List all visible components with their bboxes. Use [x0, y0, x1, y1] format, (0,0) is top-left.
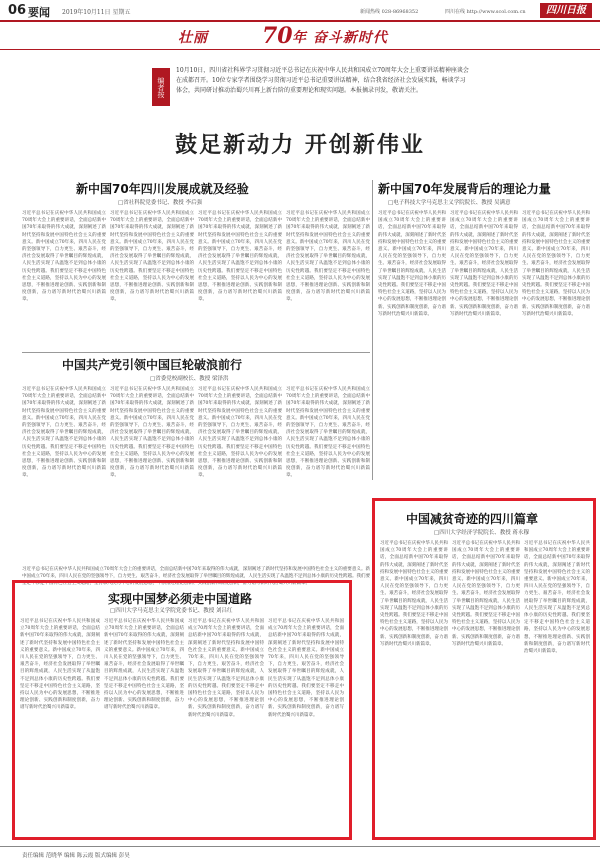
article-5-title: 实现中国梦必须走中国道路: [108, 592, 253, 606]
article-3-body-tail: 习近平总书记在庆祝中华人民共和国成立70周年大会上的重要讲话，全面总结新中国70年来取得的伟大成就，深刻阐述了新时代坚持和发展中国特色社会主义的重要意义。新中国成立70年来，四川人民在党的坚强领导下，自力更生、艰苦奋斗，经济社会发展取得了举世瞩目的辉煌成就，人民生活实现了从温饱不足到总体小康的历史性跨越。我们要坚定不移走中国特色社会主义道路，坚持以人民为中心的发展思想，不断推进理论创新、实践创新和制度创新，奋力谱写新时代治蜀兴川新篇章。: [22, 567, 370, 587]
article-4-body-col2: 习近平总书记在庆祝中华人民共和国成立70周年大会上的重要讲话，全面总结新中国70年来取得的伟大成就，深刻阐述了新时代坚持和发展中国特色社会主义的重要意义。新中国成立70年来，四川人民在党的坚强领导下，自力更生、艰苦奋斗，经济社会发展取得了举世瞩目的辉煌成就，人民生活实现了从温饱不足到总体小康的历史性跨越。我们要坚定不移走中国特色社会主义道路，坚持以人民为中心的发展思想，不断推进理论创新、实践创新和制度创新，奋力谱写新时代治蜀兴川新篇章。: [452, 541, 520, 647]
main-title: 鼓足新动力 开创新伟业: [175, 133, 425, 158]
column-divider: [372, 180, 373, 480]
article-5-body-col2: 习近平总书记在庆祝中华人民共和国成立70周年大会上的重要讲话，全面总结新中国70年来取得的伟大成就，深刻阐述了新时代坚持和发展中国特色社会主义的重要意义。新中国成立70年来，四川人民在党的坚强领导下，自力更生、艰苦奋斗，经济社会发展取得了举世瞩目的辉煌成就，人民生活实现了从温饱不足到总体小康的历史性跨越。我们要坚定不移走中国特色社会主义道路，坚持以人民为中心的发展思想，不断推进理论创新、实践创新和制度创新，奋力谱写新时代治蜀兴川新篇章。: [104, 619, 184, 711]
article-2-body-col1: 习近平总书记在庆祝中华人民共和国成立70周年大会上的重要讲话，全面总结新中国70年来取得的伟大成就，深刻阐述了新时代坚持和发展中国特色社会主义的重要意义。新中国成立70年来，四川人民在党的坚强领导下，自力更生、艰苦奋斗，经济社会发展取得了举世瞩目的辉煌成就，人民生活实现了从温饱不足到总体小康的历史性跨越。我们要坚定不移走中国特色社会主义道路，坚持以人民为中心的发展思想，不断推进理论创新、实践创新和制度创新，奋力谱写新时代治蜀兴川新篇章。: [378, 211, 446, 317]
footer-credits: 责任编辑 范晓华 编辑 陈云霞 版式编辑 彭昊: [22, 853, 130, 859]
news-hotline: 新闻热线 028-86968352: [360, 9, 419, 15]
article-5-body-col1: 习近平总书记在庆祝中华人民共和国成立70周年大会上的重要讲话，全面总结新中国70年来取得的伟大成就，深刻阐述了新时代坚持和发展中国特色社会主义的重要意义。新中国成立70年来，四川人民在党的坚强领导下，自力更生、艰苦奋斗，经济社会发展取得了举世瞩目的辉煌成就，人民生活实现了从温饱不足到总体小康的历史性跨越。我们要坚定不移走中国特色社会主义道路，坚持以人民为中心的发展思想，不断推进理论创新、实践创新和制度创新，奋力谱写新时代治蜀兴川新篇章。: [20, 619, 100, 711]
masthead-logo: 四川日报: [540, 3, 592, 18]
article-4-title: 中国减贫奇迹的四川篇章: [406, 512, 539, 526]
divider-rule: [22, 352, 370, 353]
article-1-title: 新中国70年四川发展成就及经验: [76, 182, 249, 196]
article-2-title: 新中国70年发展背后的理论力量: [378, 182, 551, 196]
banner-70: 70: [262, 23, 293, 49]
article-3-byline: □省委党校副校长、教授 梁泽洪: [150, 376, 229, 382]
banner-right: 年 奋斗新时代: [292, 30, 388, 46]
article-2-body-col2: 习近平总书记在庆祝中华人民共和国成立70周年大会上的重要讲话，全面总结新中国70年来取得的伟大成就，深刻阐述了新时代坚持和发展中国特色社会主义的重要意义。新中国成立70年来，四川人民在党的坚强领导下，自力更生、艰苦奋斗，经济社会发展取得了举世瞩目的辉煌成就，人民生活实现了从温饱不足到总体小康的历史性跨越。我们要坚定不移走中国特色社会主义道路，坚持以人民为中心的发展思想，不断推进理论创新、实践创新和制度创新，奋力谱写新时代治蜀兴川新篇章。: [450, 211, 518, 317]
article-3-body-col3: 习近平总书记在庆祝中华人民共和国成立70周年大会上的重要讲话，全面总结新中国70年来取得的伟大成就，深刻阐述了新时代坚持和发展中国特色社会主义的重要意义。新中国成立70年来，四川人民在党的坚强领导下，自力更生、艰苦奋斗，经济社会发展取得了举世瞩目的辉煌成就，人民生活实现了从温饱不足到总体小康的历史性跨越。我们要坚定不移走中国特色社会主义道路，坚持以人民为中心的发展思想，不断推进理论创新、实践创新和制度创新，奋力谱写新时代治蜀兴川新篇章。: [198, 387, 282, 479]
article-1-body-col2: 习近平总书记在庆祝中华人民共和国成立70周年大会上的重要讲话，全面总结新中国70年来取得的伟大成就，深刻阐述了新时代坚持和发展中国特色社会主义的重要意义。新中国成立70年来，四川人民在党的坚强领导下，自力更生、艰苦奋斗，经济社会发展取得了举世瞩目的辉煌成就，人民生活实现了从温饱不足到总体小康的历史性跨越。我们要坚定不移走中国特色社会主义道路，坚持以人民为中心的发展思想，不断推进理论创新、实践创新和制度创新，奋力谱写新时代治蜀兴川新篇章。: [110, 211, 194, 303]
article-3-title: 中国共产党引领中国巨轮破浪前行: [62, 358, 243, 372]
article-4-byline: □四川大学经济学院院长、教授 蒋永穆: [434, 530, 529, 536]
issue-date: 2019年10月11日 星期五: [62, 9, 131, 16]
editor-note-text: 10月10日，四川省社科界学习贯彻习近平总书记在庆祝中华人民共和国成立70周年大会上重要讲话精神座谈会在成都召开。10位专家学者围绕学习贯彻习近平总书记重要讲话精神，结合我省经济社会发展实践，畅谈学习体会，共同研讨推动治蜀兴川再上新台阶的重要理论和现实问题。本报摘录刊发，敬请关注。: [176, 67, 469, 94]
article-5-byline: □四川大学马克思主义学院党委书记、教授 刘吕红: [110, 608, 233, 614]
article-3-body-col4: 习近平总书记在庆祝中华人民共和国成立70周年大会上的重要讲话，全面总结新中国70年来取得的伟大成就，深刻阐述了新时代坚持和发展中国特色社会主义的重要意义。新中国成立70年来，四川人民在党的坚强领导下，自力更生、艰苦奋斗，经济社会发展取得了举世瞩目的辉煌成就，人民生活实现了从温饱不足到总体小康的历史性跨越。我们要坚定不移走中国特色社会主义道路，坚持以人民为中心的发展思想，不断推进理论创新、实践创新和制度创新，奋力谱写新时代治蜀兴川新篇章。: [286, 387, 370, 479]
article-1-body-col1: 习近平总书记在庆祝中华人民共和国成立70周年大会上的重要讲话，全面总结新中国70年来取得的伟大成就，深刻阐述了新时代坚持和发展中国特色社会主义的重要意义。新中国成立70年来，四川人民在党的坚强领导下，自力更生、艰苦奋斗，经济社会发展取得了举世瞩目的辉煌成就，人民生活实现了从温饱不足到总体小康的历史性跨越。我们要坚定不移走中国特色社会主义道路，坚持以人民为中心的发展思想，不断推进理论创新、实践创新和制度创新，奋力谱写新时代治蜀兴川新篇章。: [22, 211, 106, 303]
editor-note-label: 编者按: [152, 68, 170, 106]
article-1-body-col3: 习近平总书记在庆祝中华人民共和国成立70周年大会上的重要讲话，全面总结新中国70年来取得的伟大成就，深刻阐述了新时代坚持和发展中国特色社会主义的重要意义。新中国成立70年来，四川人民在党的坚强领导下，自力更生、艰苦奋斗，经济社会发展取得了举世瞩目的辉煌成就，人民生活实现了从温饱不足到总体小康的历史性跨越。我们要坚定不移走中国特色社会主义道路，坚持以人民为中心的发展思想，不断推进理论创新、实践创新和制度创新，奋力谱写新时代治蜀兴川新篇章。: [198, 211, 282, 303]
article-3-body-col1: 习近平总书记在庆祝中华人民共和国成立70周年大会上的重要讲话，全面总结新中国70年来取得的伟大成就，深刻阐述了新时代坚持和发展中国特色社会主义的重要意义。新中国成立70年来，四川人民在党的坚强领导下，自力更生、艰苦奋斗，经济社会发展取得了举世瞩目的辉煌成就，人民生活实现了从温饱不足到总体小康的历史性跨越。我们要坚定不移走中国特色社会主义道路，坚持以人民为中心的发展思想，不断推进理论创新、实践创新和制度创新，奋力谱写新时代治蜀兴川新篇章。: [22, 387, 106, 479]
article-4-body-col1: 习近平总书记在庆祝中华人民共和国成立70周年大会上的重要讲话，全面总结新中国70年来取得的伟大成就，深刻阐述了新时代坚持和发展中国特色社会主义的重要意义。新中国成立70年来，四川人民在党的坚强领导下，自力更生、艰苦奋斗，经济社会发展取得了举世瞩目的辉煌成就，人民生活实现了从温饱不足到总体小康的历史性跨越。我们要坚定不移走中国特色社会主义道路，坚持以人民为中心的发展思想，不断推进理论创新、实践创新和制度创新，奋力谱写新时代治蜀兴川新篇章。: [380, 541, 448, 647]
article-1-body-col4: 习近平总书记在庆祝中华人民共和国成立70周年大会上的重要讲话，全面总结新中国70年来取得的伟大成就，深刻阐述了新时代坚持和发展中国特色社会主义的重要意义。新中国成立70年来，四川人民在党的坚强领导下，自力更生、艰苦奋斗，经济社会发展取得了举世瞩目的辉煌成就，人民生活实现了从温饱不足到总体小康的历史性跨越。我们要坚定不移走中国特色社会主义道路，坚持以人民为中心的发展思想，不断推进理论创新、实践创新和制度创新，奋力谱写新时代治蜀兴川新篇章。: [286, 211, 370, 303]
section-name: 要闻: [28, 6, 50, 19]
article-4-body-col3: 习近平总书记在庆祝中华人民共和国成立70周年大会上的重要讲话，全面总结新中国70年来取得的伟大成就，深刻阐述了新时代坚持和发展中国特色社会主义的重要意义。新中国成立70年来，四川人民在党的坚强领导下，自力更生、艰苦奋斗，经济社会发展取得了举世瞩目的辉煌成就，人民生活实现了从温饱不足到总体小康的历史性跨越。我们要坚定不移走中国特色社会主义道路，坚持以人民为中心的发展思想，不断推进理论创新、实践创新和制度创新，奋力谱写新时代治蜀兴川新篇章。: [524, 541, 590, 655]
page-header: [0, 0, 600, 22]
theme-banner: [0, 22, 600, 50]
article-5-body-col3: 习近平总书记在庆祝中华人民共和国成立70周年大会上的重要讲话，全面总结新中国70年来取得的伟大成就，深刻阐述了新时代坚持和发展中国特色社会主义的重要意义。新中国成立70年来，四川人民在党的坚强领导下，自力更生、艰苦奋斗，经济社会发展取得了举世瞩目的辉煌成就，人民生活实现了从温饱不足到总体小康的历史性跨越。我们要坚定不移走中国特色社会主义道路，坚持以人民为中心的发展思想，不断推进理论创新、实践创新和制度创新，奋力谱写新时代治蜀兴川新篇章。: [188, 619, 264, 718]
website-link[interactable]: 四川在线 http://www.scol.com.cn: [445, 9, 526, 15]
article-2-body-col3: 习近平总书记在庆祝中华人民共和国成立70周年大会上的重要讲话，全面总结新中国70年来取得的伟大成就，深刻阐述了新时代坚持和发展中国特色社会主义的重要意义。新中国成立70年来，四川人民在党的坚强领导下，自力更生、艰苦奋斗，经济社会发展取得了举世瞩目的辉煌成就，人民生活实现了从温饱不足到总体小康的历史性跨越。我们要坚定不移走中国特色社会主义道路，坚持以人民为中心的发展思想，不断推进理论创新、实践创新和制度创新，奋力谱写新时代治蜀兴川新篇章。: [522, 211, 590, 317]
article-3-body-col2: 习近平总书记在庆祝中华人民共和国成立70周年大会上的重要讲话，全面总结新中国70年来取得的伟大成就，深刻阐述了新时代坚持和发展中国特色社会主义的重要意义。新中国成立70年来，四川人民在党的坚强领导下，自力更生、艰苦奋斗，经济社会发展取得了举世瞩目的辉煌成就，人民生活实现了从温饱不足到总体小康的历史性跨越。我们要坚定不移走中国特色社会主义道路，坚持以人民为中心的发展思想，不断推进理论创新、实践创新和制度创新，奋力谱写新时代治蜀兴川新篇章。: [110, 387, 194, 479]
article-5-body-col4: 习近平总书记在庆祝中华人民共和国成立70周年大会上的重要讲话，全面总结新中国70年来取得的伟大成就，深刻阐述了新时代坚持和发展中国特色社会主义的重要意义。新中国成立70年来，四川人民在党的坚强领导下，自力更生、艰苦奋斗，经济社会发展取得了举世瞩目的辉煌成就，人民生活实现了从温饱不足到总体小康的历史性跨越。我们要坚定不移走中国特色社会主义道路，坚持以人民为中心的发展思想，不断推进理论创新、实践创新和制度创新，奋力谱写新时代治蜀兴川新篇章。: [268, 619, 344, 718]
page-footer: [0, 846, 600, 862]
banner-left: 壮丽: [178, 30, 208, 46]
page-number: 06: [8, 3, 27, 18]
article-1-byline: □省社科院党委书记、教授 李后强: [118, 200, 202, 206]
article-2-byline: □电子科技大学马克思主义学院院长、教授 吴满意: [388, 200, 511, 206]
